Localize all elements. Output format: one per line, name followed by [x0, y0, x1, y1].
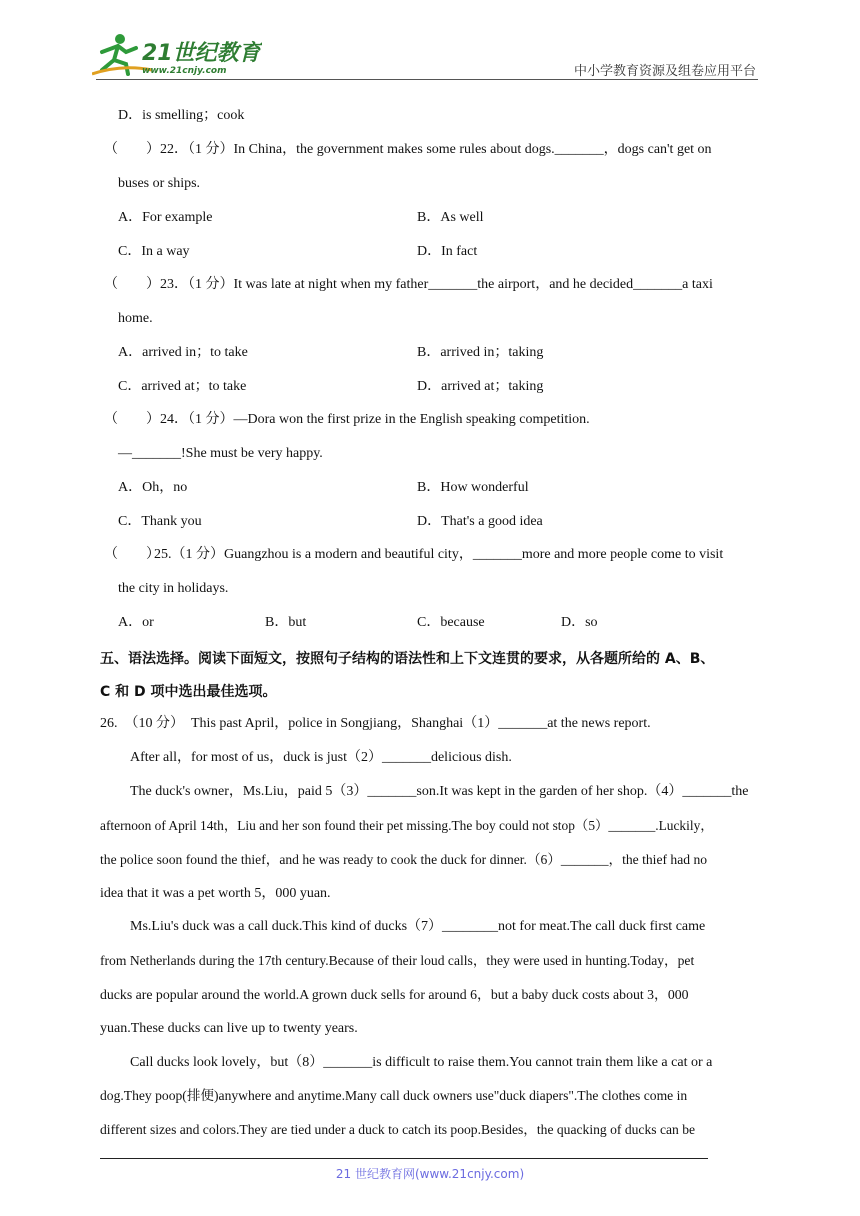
q25-stem: 25.（1 分）Guangzhou is a modern and beautiful city，_______more and more people come to visit — [154, 547, 724, 562]
q23-option-c: C．arrived at；to take — [118, 379, 247, 394]
q24-option-a: A．Oh，no — [118, 480, 188, 495]
q25-option-c: C．because — [417, 615, 485, 630]
header-divider — [96, 79, 758, 80]
q23-stem-cont: home. — [118, 311, 153, 326]
q24-option-c: C．Thank you — [118, 514, 202, 529]
section-five-heading: 五、语法选择。阅读下面短文，按照句子结构的语法性和上下文连贯的要求，从各题所给的 A、B、 — [100, 651, 715, 667]
q22-stem-cont: buses or ships. — [118, 176, 201, 191]
passage-line-9: ducks are popular around the world.A grown duck sells for around 6，but a baby duck costs about 3，000 — [100, 987, 689, 1002]
passage-line-12: dog.They poop(排便)anywhere and anytime.Many call duck owners use"duck diapers".The clothes come in — [100, 1088, 688, 1103]
section-five-heading-cont: C 和 D 项中选出最佳选项。 — [100, 684, 277, 700]
q21-option-d: D．is smelling；cook — [118, 108, 245, 123]
q25-option-a: A．or — [118, 615, 154, 630]
passage-line-3: The duck's owner，Ms.Liu，paid 5（3）_______son.It was kept in the garden of her shop.（4）_______the — [130, 784, 749, 799]
q22-option-a: A．For example — [118, 210, 213, 225]
footer-link[interactable]: 21 世纪教育网(www.21cnjy.com) — [335, 1167, 525, 1181]
passage-line-13: different sizes and colors.They are tied under a duck to catch its poop.Besides，the quacking of ducks can be — [100, 1122, 696, 1137]
q22-option-d: D．In fact — [417, 244, 478, 259]
q22-answer-blank: （ ） — [104, 142, 160, 157]
passage-line-8: from Netherlands during the 17th century.Because of their loud calls，they were used in hunting.Today，pet — [100, 953, 695, 968]
q23-option-b: B．arrived in；taking — [417, 345, 544, 360]
site-logo — [92, 30, 262, 78]
q22-stem: 22．（1 分）In China，the government makes some rules about dogs._______，dogs can't get on — [160, 142, 712, 157]
passage-line-1: 26. （10 分） This past April，police in Songjiang，Shanghai（1）_______at the news report. — [100, 716, 651, 731]
passage-line-7: Ms.Liu's duck was a call duck.This kind of ducks（7）________not for meat.The call duck first came — [130, 919, 706, 934]
q24-option-d: D．That's a good idea — [417, 514, 543, 529]
passage-line-11: Call ducks look lovely，but（8）_______is difficult to raise them.You cannot train them like a cat or a — [130, 1055, 713, 1070]
platform-name: 中小学教育资源及组卷应用平台 — [573, 64, 756, 79]
footer-divider — [100, 1158, 708, 1159]
q22-option-b: B．As well — [417, 210, 484, 225]
q25-option-d: D．so — [561, 615, 598, 630]
q24-stem: 24．（1 分）—Dora won the first prize in the English speaking competition. — [160, 412, 590, 427]
q24-stem-cont: —_______!She must be very happy. — [118, 446, 323, 461]
passage-line-2: After all，for most of us，duck is just（2）_______delicious dish. — [130, 750, 512, 765]
page-header — [0, 0, 860, 80]
runner-logo-icon — [92, 30, 262, 78]
q25-option-b: B．but — [265, 615, 307, 630]
q23-option-d: D．arrived at；taking — [417, 379, 544, 394]
q23-answer-blank: （ ） — [104, 277, 160, 292]
passage-line-5: the police soon found the thief，and he was ready to cook the duck for dinner.（6）_______，the thief had no — [100, 852, 708, 867]
q22-option-c: C．In a way — [118, 244, 190, 259]
q25-answer-blank: （ ） — [104, 547, 160, 562]
q25-stem-cont: the city in holidays. — [118, 581, 229, 596]
q23-stem: 23．（1 分）It was late at night when my father_______the airport，and he decided_______a taxi — [160, 277, 713, 292]
q24-answer-blank: （ ） — [104, 412, 160, 427]
passage-line-6: idea that it was a pet worth 5，000 yuan. — [100, 886, 331, 901]
q23-option-a: A．arrived in；to take — [118, 345, 248, 360]
logo-title: 21世纪教育 — [142, 41, 261, 66]
q24-option-b: B．How wonderful — [417, 480, 529, 495]
logo-url: www.21cnjy.com — [142, 66, 227, 76]
passage-line-10: yuan.These ducks can live up to twenty years. — [100, 1021, 358, 1036]
passage-line-4: afternoon of April 14th，Liu and her son found their pet missing.The boy could not stop（5）_______.Luckily， — [100, 818, 714, 833]
